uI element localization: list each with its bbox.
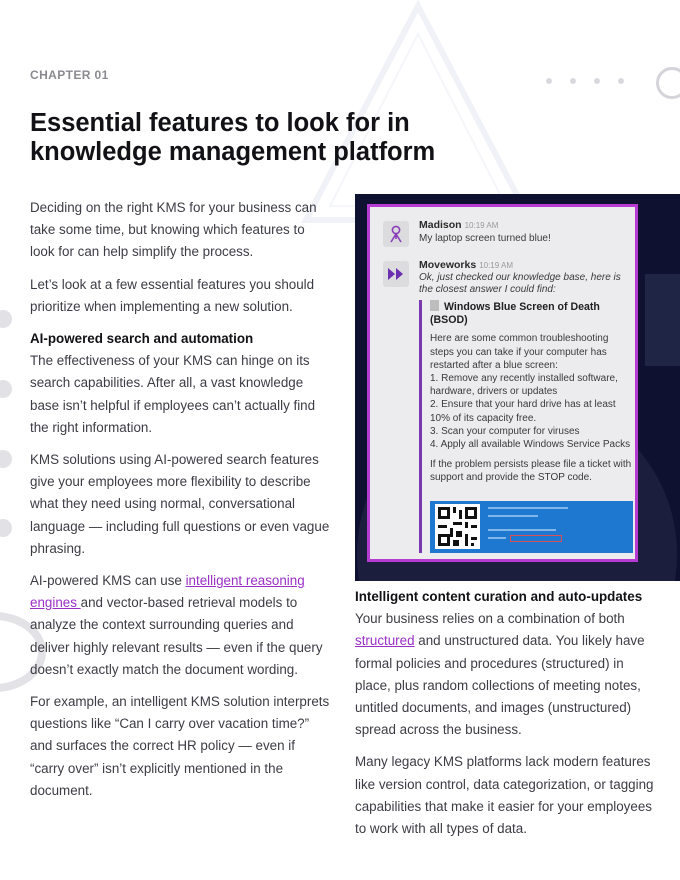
article-intro: Here are some common troubleshooting steps you can take if your computer has restarted after a blue screen:	[430, 333, 609, 371]
article-step: 1. Remove any recently installed software, hardware, drivers or updates	[430, 373, 618, 398]
person-icon	[383, 221, 409, 247]
chat-window	[367, 204, 638, 562]
banner-text-line	[488, 515, 538, 517]
decorative-dot	[0, 380, 12, 398]
banner-text-line	[488, 537, 506, 539]
section-heading-content-curation: Intelligent content curation and auto-updates	[355, 589, 643, 604]
paragraph: Many legacy KMS platforms lack modern features like version control, data categorization, or tagging capabilities that make it easier for your employees to work with all types of data.	[355, 754, 654, 837]
fast-forward-icon	[383, 261, 409, 287]
bot-intro-text: Ok, just checked our knowledge base, here is the closest answer I could find:	[419, 272, 621, 295]
article-outro: If the problem persists please file a ticket with support and provide the STOP code.	[430, 459, 632, 484]
section-heading-ai-search: AI-powered search and automation	[30, 331, 254, 347]
banner-text-line	[488, 529, 556, 531]
decorative-dot	[0, 450, 12, 468]
paragraph	[30, 570, 330, 681]
structured-data-link[interactable]: structured	[355, 633, 415, 649]
decorative-dots	[546, 78, 624, 84]
paragraph: Deciding on the right KMS for your business can take some time, but knowing which features to look for can help simplify the process.	[30, 200, 317, 260]
text-span: AI-powered KMS can use	[30, 573, 186, 589]
paragraph: The effectiveness of your KMS can hinge on its search capabilities. After all, a vast knowledge base isn’t helpful if employees can’t actually find the right information.	[30, 353, 316, 435]
sender-name: Moveworks	[419, 259, 477, 271]
chat-message-user	[383, 219, 633, 245]
left-column	[30, 197, 330, 812]
paragraph: Let’s look at a few essential features you should prioritize when implementing a new solution.	[30, 276, 315, 314]
message-text: My laptop screen turned blue!	[419, 233, 551, 244]
article-title[interactable]: Windows Blue Screen of Death (BSOD)	[430, 301, 600, 327]
chat-screenshot	[355, 194, 680, 581]
stop-code-highlight	[510, 535, 562, 542]
document-icon	[430, 300, 439, 311]
chapter-label: CHAPTER 01	[30, 68, 109, 82]
paragraph: KMS solutions using AI-powered search features give your employees more flexibility to describe what they need using normal, conversational language — including full questions or even vague phrasing.	[30, 452, 330, 556]
text-span: Your business relies on a combination of both	[355, 611, 625, 627]
right-column	[355, 586, 655, 850]
decorative-dot	[0, 519, 12, 537]
qr-code-icon	[435, 504, 480, 549]
page-title: Essential features to look for in knowledge management platform	[30, 109, 436, 166]
decorative-dot	[0, 310, 12, 328]
message-time: 10:19 AM	[479, 261, 513, 270]
banner-text-line	[488, 507, 568, 509]
stop-code-info-banner	[430, 501, 633, 553]
article-step: 2. Ensure that your hard drive has at least 10% of its capacity free.	[430, 399, 616, 424]
paragraph	[355, 608, 655, 741]
sender-name: Madison	[419, 219, 462, 231]
paragraph: For example, an intelligent KMS solution interprets questions like “Can I carry over vacation time?” and surfaces the correct HR policy — even if “carry over” isn’t explicitly mentioned in the document.	[30, 694, 330, 798]
article-step: 4. Apply all available Windows Service Packs	[430, 439, 631, 451]
screenshot-background-panel	[645, 274, 680, 366]
text-span: and vector-based retrieval models to analyze the context surrounding queries and deliver highly relevant results — even if the query doesn’t exactly match the document wording.	[30, 595, 323, 677]
chat-message-bot	[383, 259, 633, 553]
text-span: and unstructured data. You likely have formal policies and procedures (structured) in place, plus random collections of meeting notes, untitled documents, and images (unstructured) spread across the business.	[355, 633, 645, 738]
article-step: 3. Scan your computer for viruses	[430, 425, 580, 437]
intelligent-reasoning-engines-link[interactable]: intelligent reasoning engines	[30, 573, 305, 611]
message-time: 10:19 AM	[464, 221, 499, 230]
decorative-ring	[656, 67, 680, 99]
knowledge-article-card	[419, 300, 633, 553]
